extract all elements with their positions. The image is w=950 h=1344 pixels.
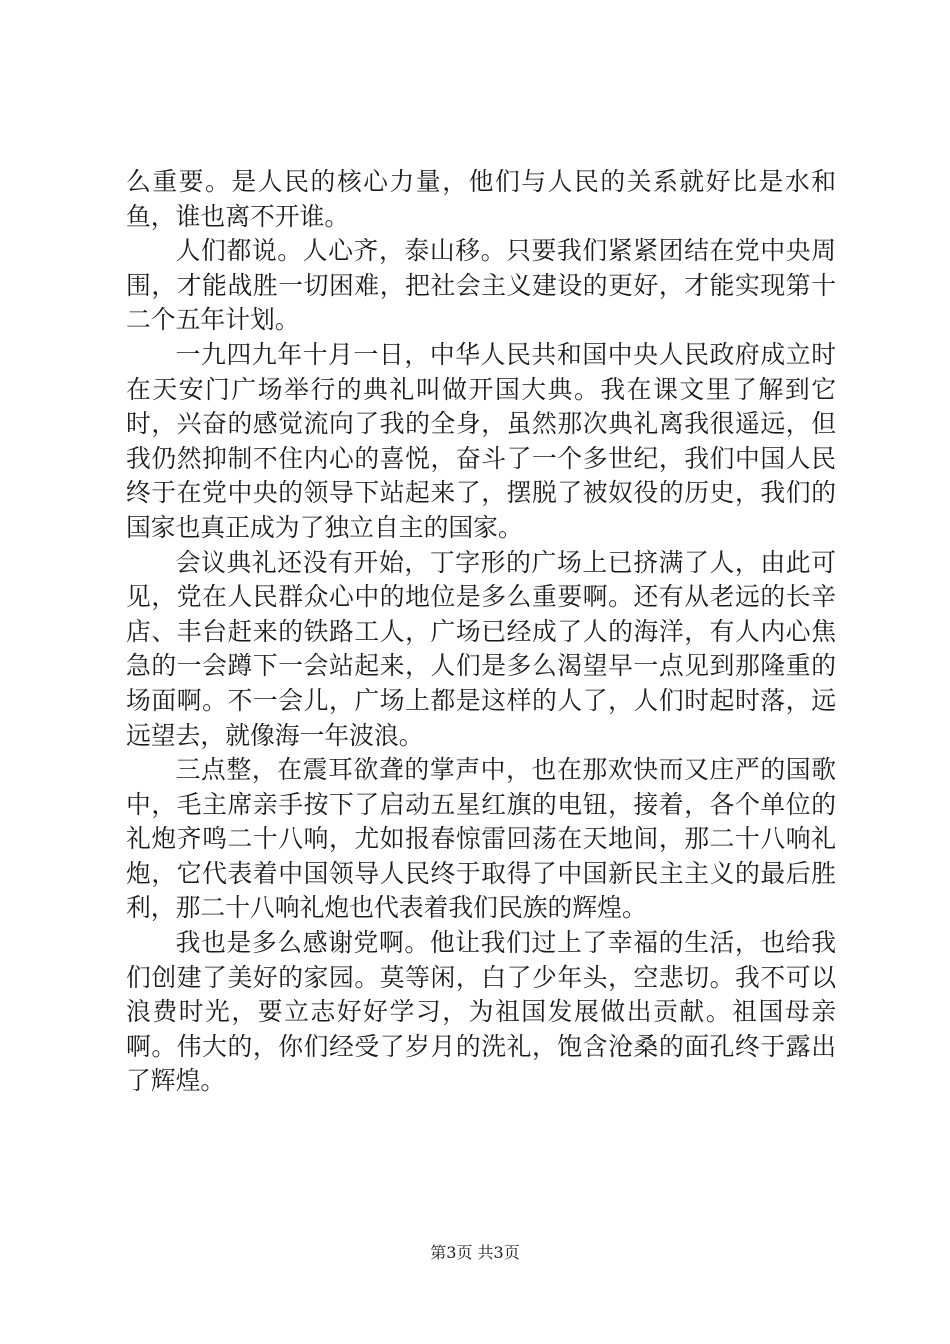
paragraph-continuation: 么重要。是人民的核心力量，他们与人民的关系就好比是水和鱼，谁也离不开谁。 bbox=[126, 167, 836, 231]
document-body bbox=[126, 165, 836, 1099]
paragraph: 一九四九年十月一日，中华人民共和国中央人民政府成立时在天安门广场举行的典礼叫做开国大典。我在课文里了解到它时，兴奋的感觉流向了我的全身，虽然那次典礼离我很遥远，但我仍然抑制不住内心的喜悦，奋斗了一个多世纪，我们中国人民终于在党中央的领导下站起来了，摆脱了被奴役的历史，我们的国家也真正成为了独立自主的国家。 bbox=[126, 339, 836, 542]
page-number-footer: 第3页 共3页 bbox=[430, 1243, 520, 1262]
paragraph: 三点整，在震耳欲聋的掌声中，也在那欢快而又庄严的国歌中，毛主席亲手按下了启动五星红旗的电钮，接着，各个单位的礼炮齐鸣二十八响，尤如报春惊雷回荡在天地间，那二十八响礼炮，它代表着中国领导人民终于取得了中国新民主主义的最后胜利，那二十八响礼炮也代表着我们民族的辉煌。 bbox=[126, 755, 836, 923]
paragraph: 人们都说。人心齐，泰山移。只要我们紧紧团结在党中央周围，才能战胜一切困难，把社会主义建设的更好，才能实现第十二个五年计划。 bbox=[126, 236, 836, 335]
paragraph: 会议典礼还没有开始，丁字形的广场上已挤满了人，由此可见，党在人民群众心中的地位是多么重要啊。还有从老远的长辛店、丰台赶来的铁路工人，广场已经成了人的海洋，有人内心焦急的一会蹲下一会站起来，人们是多么渴望早一点见到那隆重的场面啊。不一会儿，广场上都是这样的人了，人们时起时落，远远望去，就像海一年波浪。 bbox=[126, 547, 836, 750]
paragraph: 我也是多么感谢党啊。他让我们过上了幸福的生活，也给我们创建了美好的家园。莫等闲，白了少年头，空悲切。我不可以浪费时光，要立志好好学习，为祖国发展做出贡献。祖国母亲啊。伟大的，你们经受了岁月的洗礼，饱含沧桑的面孔终于露出了辉煌。 bbox=[126, 928, 836, 1096]
